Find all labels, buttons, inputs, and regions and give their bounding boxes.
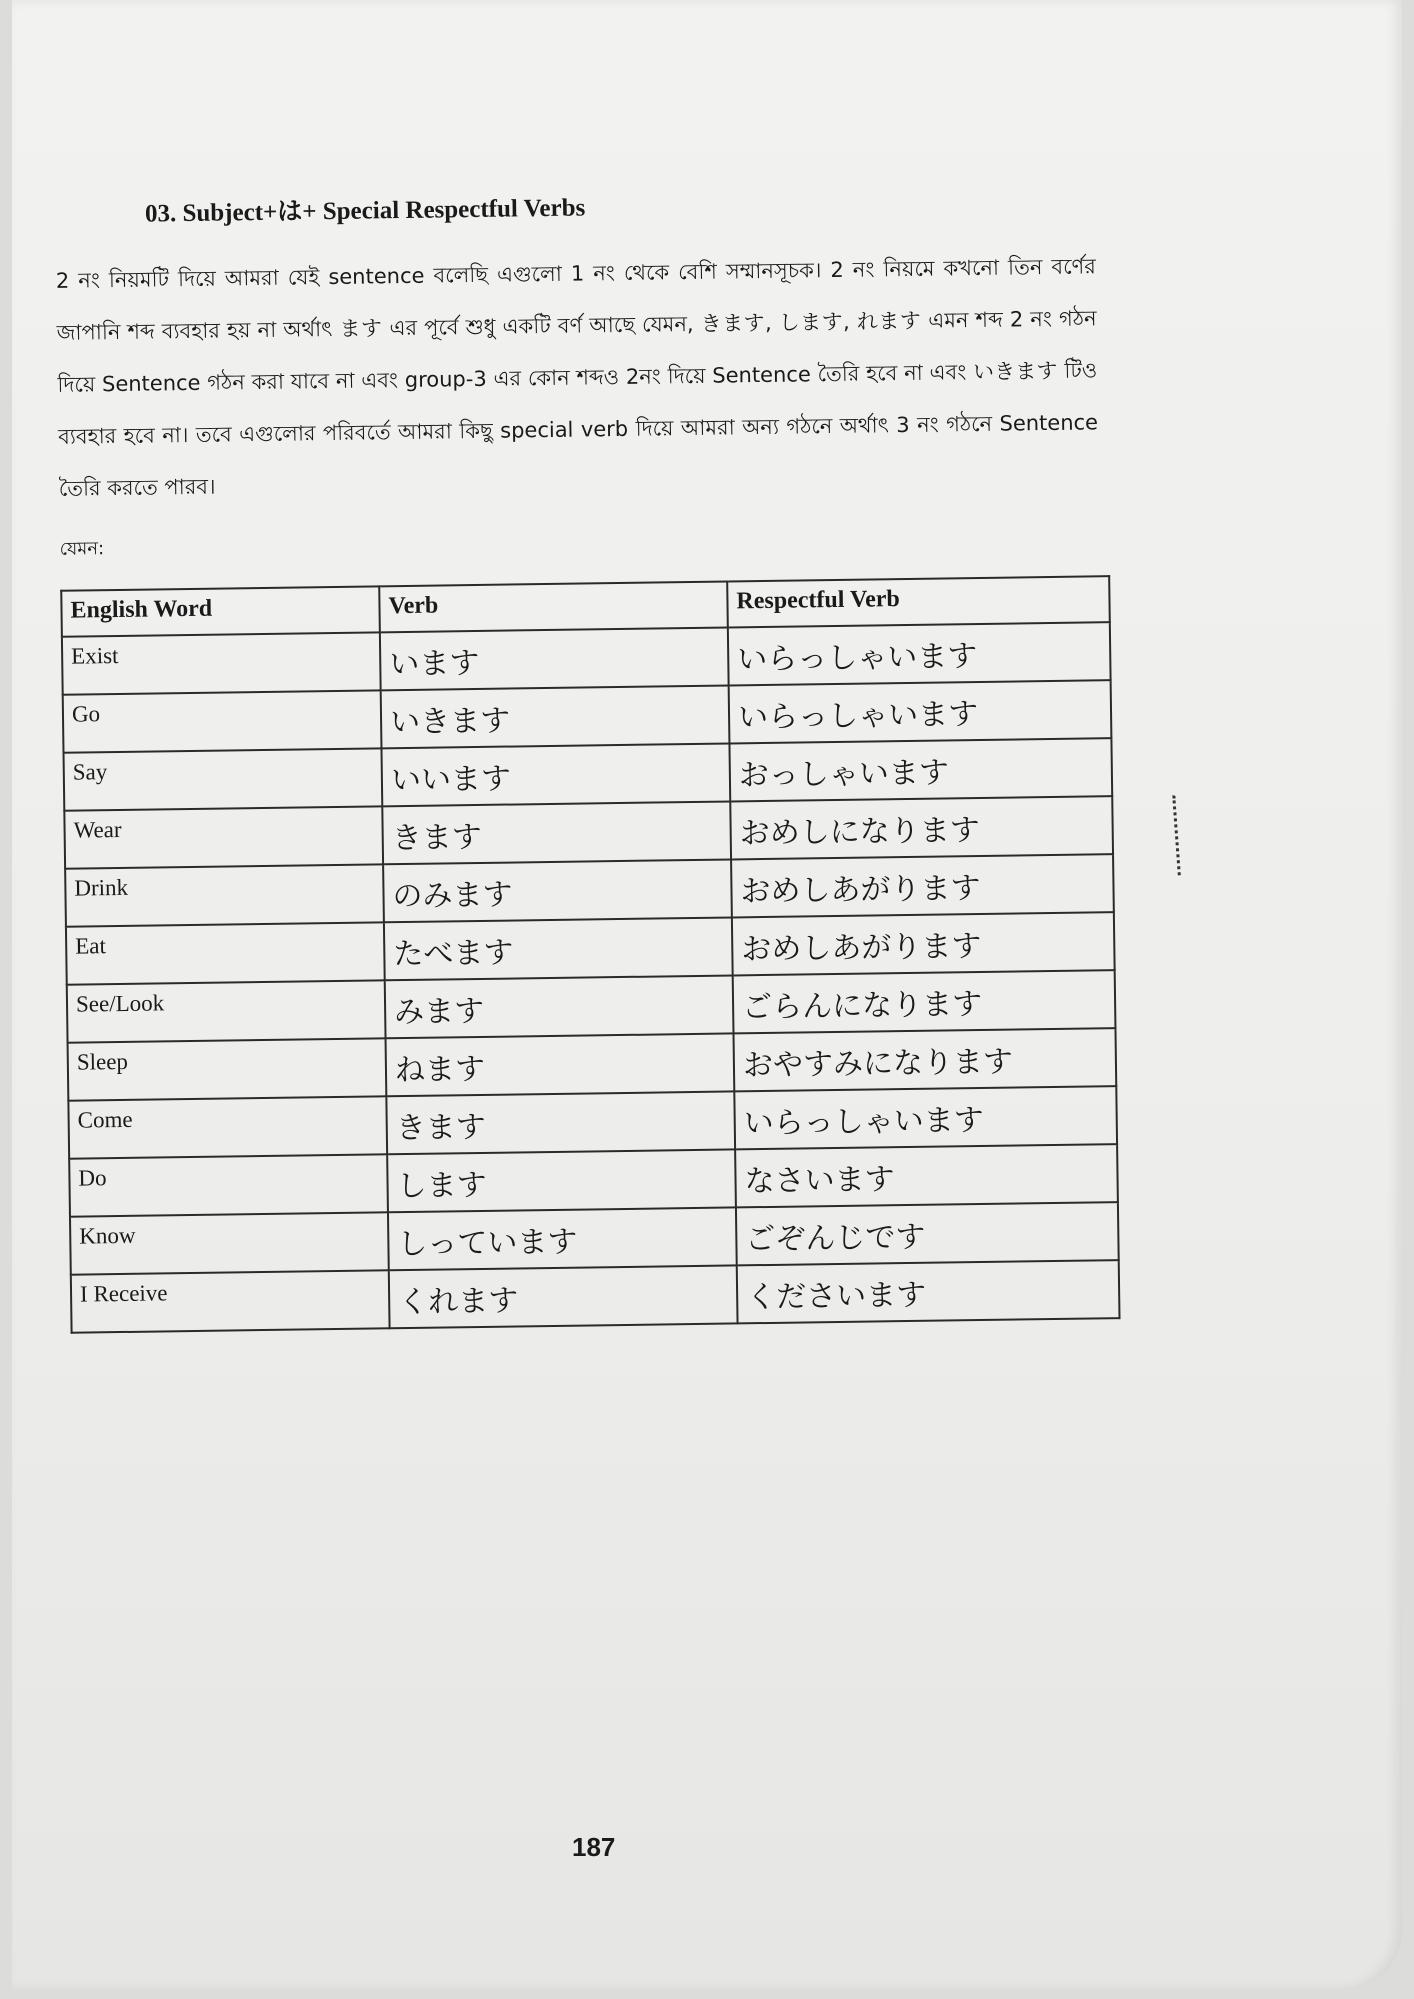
respectful-verb-cell: ごぞんじです (736, 1202, 1119, 1265)
verb-cell: くれます (389, 1265, 738, 1328)
verb-cell: きます (382, 801, 731, 864)
verb-cell: します (387, 1149, 736, 1212)
section-heading: 03. Subject+は+ Special Respectful Verbs (144, 194, 586, 228)
header-english-word: English Word (61, 586, 380, 636)
english-word-cell: Say (64, 748, 383, 810)
verb-cell: のみます (383, 859, 732, 922)
english-word-cell: Do (69, 1154, 388, 1216)
verb-cell: きます (386, 1091, 735, 1154)
verb-cell: います (380, 627, 729, 690)
respectful-verb-cell: おめしあがります (731, 854, 1114, 917)
verb-cell: たべます (384, 917, 733, 980)
verb-cell: いいます (381, 743, 730, 806)
verb-cell: しっています (388, 1207, 737, 1270)
respectful-verb-cell: いらっしゃいます (729, 680, 1112, 743)
explanation-paragraph: 2 নং নিয়মটি দিয়ে আমরা যেই sentence বলেছি এগুলো 1 নং থেকে বেশি সম্মানসূচক। 2 নং নিয়মে কখনো তিন বর্ণের জাপানি শব্দ ব্যবহার হয় না অর্থাৎ ます এর পূর্বে শুধু একটি বর্ণ আছে যেমন, きます, します, れます এমন শব্দ 2 নং গঠন দিয়ে Sentence গঠন করা যাবে না এবং group-3 এর কোন শব্দও 2নং দিয়ে Sentence তৈরি হবে না এবং いきます টিও ব্যবহার হবে না। তবে এগুলোর পরিবর্তে আমরা কিছু special verb দিয়ে আমরা অন্য গঠনে অর্থাৎ 3 নং গঠনে Sentence তৈরি করতে পারব। (55, 254, 1099, 501)
english-word-cell: Go (63, 690, 382, 752)
respectful-verb-cell: おっしゃいます (729, 738, 1112, 801)
pen-mark-decoration (1172, 795, 1191, 876)
english-word-cell: Drink (65, 864, 384, 926)
respectful-verb-cell: いらっしゃいます (734, 1086, 1117, 1149)
respectful-verb-cell: おやすみになります (733, 1028, 1116, 1091)
example-label: যেমন: (59, 538, 105, 560)
book-page (12, 0, 1402, 1990)
header-verb: Verb (379, 581, 728, 632)
verb-cell: みます (385, 975, 734, 1038)
header-respectful-verb: Respectful Verb (727, 576, 1110, 627)
english-word-cell: Come (68, 1096, 387, 1158)
respectful-verb-cell: ごらんになります (733, 970, 1116, 1033)
verb-table (60, 575, 1120, 1334)
respectful-verb-cell: おめしになります (730, 796, 1113, 859)
english-word-cell: Know (70, 1212, 389, 1274)
english-word-cell: Sleep (68, 1038, 387, 1100)
english-word-cell: Exist (62, 632, 381, 694)
verb-cell: いきます (381, 685, 730, 748)
page-number: 187 (572, 1832, 616, 1862)
verb-cell: ねます (386, 1033, 735, 1096)
english-word-cell: See/Look (67, 980, 386, 1042)
english-word-cell: Eat (66, 922, 385, 984)
respectful-verb-cell: くださいます (737, 1260, 1120, 1323)
respectful-verb-cell: おめしあがります (732, 912, 1115, 975)
respectful-verb-cell: いらっしゃいます (728, 622, 1111, 685)
respectful-verb-cell: なさいます (735, 1144, 1118, 1207)
english-word-cell: I Receive (71, 1270, 390, 1332)
english-word-cell: Wear (64, 806, 383, 868)
